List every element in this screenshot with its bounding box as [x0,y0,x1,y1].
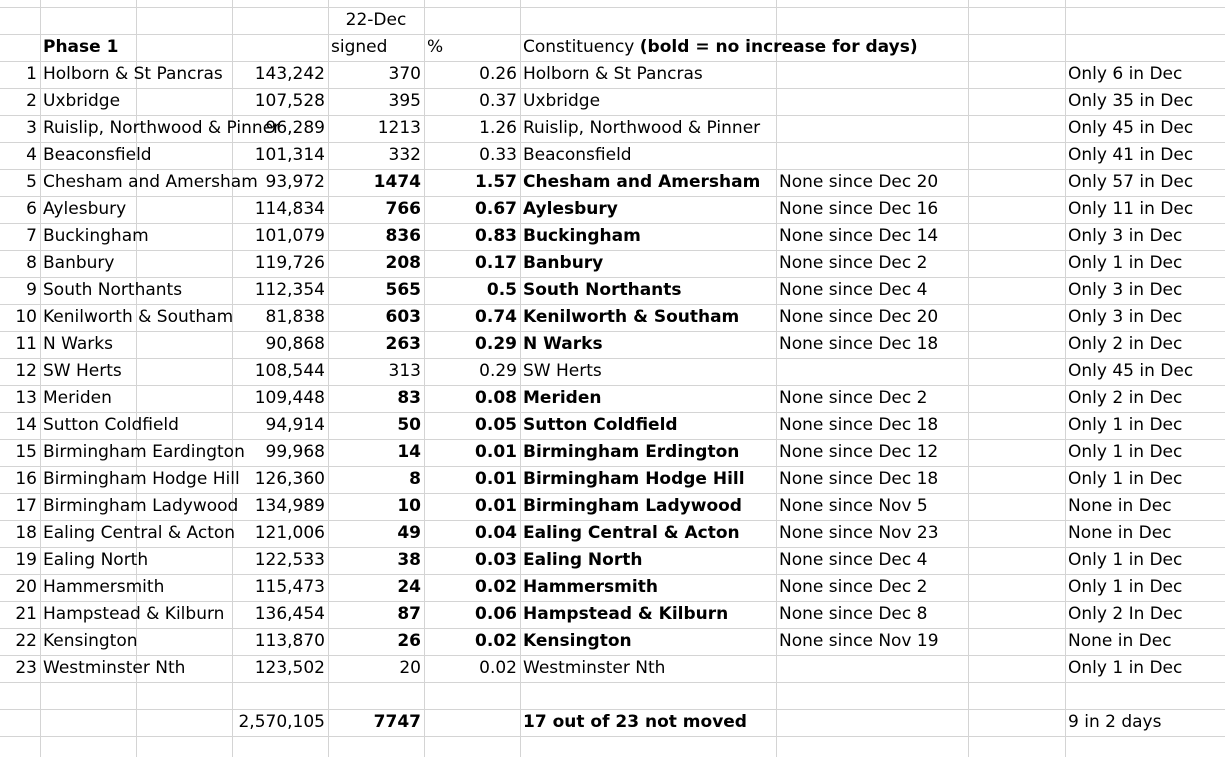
row-number[interactable]: 13 [15,388,37,408]
grid-line-horizontal [0,736,1225,737]
december-note-cell[interactable]: Only 3 in Dec [1068,280,1183,300]
december-note-cell[interactable]: Only 57 in Dec [1068,172,1194,192]
phase-constituency-cell[interactable]: Westminster Nth [43,658,186,678]
constituency-cell[interactable]: Birmingham Ladywood [523,496,742,516]
total-dec-note[interactable]: 9 in 2 days [1068,712,1162,732]
signed-cell[interactable]: 313 [388,361,421,381]
none-since-cell[interactable]: None since Dec 18 [779,469,939,489]
row-number[interactable]: 1 [26,64,37,84]
none-since-cell[interactable]: None since Nov 23 [779,523,939,543]
percent-cell[interactable]: 0.02 [475,631,517,651]
total-electorate[interactable]: 2,570,105 [238,712,325,732]
percent-cell[interactable]: 0.04 [475,523,517,543]
electorate-cell[interactable]: 114,834 [254,199,325,219]
constituency-label: Constituency [523,37,635,57]
none-since-cell[interactable]: None since Dec 12 [779,442,939,462]
phase-constituency-cell[interactable]: Birmingham Hodge Hill [43,469,240,489]
none-since-cell[interactable]: None since Nov 5 [779,496,928,516]
phase-constituency-cell[interactable]: Hampstead & Kilburn [43,604,225,624]
december-note-cell[interactable]: Only 45 in Dec [1068,361,1194,381]
december-note-cell[interactable]: Only 2 in Dec [1068,334,1183,354]
none-since-cell[interactable] [776,142,968,169]
date-header[interactable]: 22-Dec [345,10,407,30]
december-note-cell[interactable]: Only 41 in Dec [1068,145,1194,165]
signed-cell[interactable]: 20 [399,658,421,678]
row-number[interactable]: 22 [15,631,37,651]
december-note-cell[interactable]: Only 1 in Dec [1068,550,1183,570]
signed-cell[interactable]: 603 [385,307,421,327]
signed-cell[interactable]: 565 [385,280,421,300]
constituency-cell[interactable]: Kensington [523,631,632,651]
phase-constituency-cell[interactable]: Buckingham [43,226,149,246]
constituency-cell[interactable]: N Warks [523,334,603,354]
none-since-cell[interactable]: None since Dec 20 [779,307,939,327]
grid-line-vertical [968,0,969,757]
phase-constituency-cell[interactable]: Uxbridge [43,91,121,111]
phase-constituency-cell[interactable]: Hammersmith [43,577,165,597]
phase-constituency-cell[interactable]: SW Herts [43,361,122,381]
signed-cell[interactable]: 38 [397,550,421,570]
percent-cell[interactable]: 0.01 [475,469,517,489]
constituency-cell[interactable]: Kenilworth & Southam [523,307,740,327]
grid-line-horizontal [0,682,1225,683]
signed-cell[interactable]: 83 [397,388,421,408]
phase-constituency-cell[interactable]: Ruislip, Northwood & Pinner [43,118,281,138]
phase-constituency-cell[interactable]: Birmingham Ladywood [43,496,239,516]
constituency-cell[interactable]: Uxbridge [523,91,601,111]
phase-constituency-cell[interactable]: Banbury [43,253,115,273]
electorate-cell[interactable]: 121,006 [254,523,325,543]
constituency-cell[interactable]: Ealing Central & Acton [523,523,740,543]
december-note-cell[interactable]: Only 2 In Dec [1068,604,1183,624]
percent-cell[interactable]: 0.37 [479,91,517,111]
none-since-cell[interactable]: None since Dec 2 [779,577,928,597]
phase-constituency-cell[interactable]: N Warks [43,334,113,354]
electorate-cell[interactable]: 101,314 [254,145,325,165]
december-note-cell[interactable]: Only 35 in Dec [1068,91,1194,111]
signed-cell[interactable]: 26 [397,631,421,651]
row-number[interactable]: 4 [26,145,37,165]
electorate-cell[interactable]: 112,354 [254,280,325,300]
row-number[interactable]: 17 [15,496,37,516]
row-number[interactable]: 10 [15,307,37,327]
signed-cell[interactable]: 1474 [373,172,421,192]
percent-cell[interactable]: 0.01 [475,442,517,462]
december-note-cell[interactable]: Only 1 in Dec [1068,253,1183,273]
electorate-cell[interactable]: 96,289 [265,118,325,138]
phase-constituency-cell[interactable]: Ealing Central & Acton [43,523,236,543]
row-number[interactable]: 2 [26,91,37,111]
constituency-cell[interactable]: Westminster Nth [523,658,666,678]
constituency-cell[interactable]: Buckingham [523,226,641,246]
december-note-cell[interactable]: Only 1 in Dec [1068,442,1183,462]
constituency-cell[interactable]: Chesham and Amersham [523,172,761,192]
constituency-cell[interactable]: Birmingham Hodge Hill [523,469,745,489]
row-number[interactable]: 21 [15,604,37,624]
percent-cell[interactable]: 0.26 [479,64,517,84]
constituency-cell[interactable]: Banbury [523,253,604,273]
phase-constituency-cell[interactable]: Kensington [43,631,138,651]
december-note-cell[interactable]: None in Dec [1068,631,1172,651]
phase-constituency-cell[interactable]: Beaconsfield [43,145,152,165]
constituency-header[interactable] [520,34,1040,61]
december-note-cell[interactable]: Only 1 in Dec [1068,658,1183,678]
signed-header[interactable]: signed [331,37,388,57]
percent-cell[interactable]: 0.5 [486,280,517,300]
percent-cell[interactable]: 0.17 [475,253,517,273]
electorate-cell[interactable]: 119,726 [254,253,325,273]
signed-cell[interactable]: 50 [397,415,421,435]
none-since-cell[interactable]: None since Dec 16 [779,199,939,219]
constituency-note: (bold = no increase for days) [639,37,918,57]
row-number[interactable]: 3 [26,118,37,138]
percent-cell[interactable]: 0.06 [475,604,517,624]
signed-cell[interactable]: 87 [397,604,421,624]
electorate-cell[interactable]: 107,528 [254,91,325,111]
total-signed[interactable]: 7747 [373,712,421,732]
constituency-cell[interactable]: SW Herts [523,361,602,381]
percent-cell[interactable]: 1.57 [475,172,517,192]
none-since-cell[interactable] [776,655,968,682]
percent-cell[interactable]: 0.08 [475,388,517,408]
december-note-cell[interactable]: Only 2 in Dec [1068,388,1183,408]
december-note-cell[interactable]: Only 6 in Dec [1068,64,1183,84]
percent-cell[interactable]: 0.02 [479,658,517,678]
constituency-cell[interactable]: Birmingham Erdington [523,442,740,462]
percent-cell[interactable]: 0.67 [475,199,517,219]
none-since-cell[interactable]: None since Dec 2 [779,388,928,408]
row-number[interactable]: 5 [26,172,37,192]
december-note-cell[interactable]: Only 1 in Dec [1068,469,1183,489]
electorate-cell[interactable]: 81,838 [265,307,325,327]
row-number[interactable]: 16 [15,469,37,489]
row-number[interactable]: 15 [15,442,37,462]
phase-constituency-cell[interactable]: Kenilworth & Southam [43,307,234,327]
none-since-cell[interactable]: None since Nov 19 [779,631,939,651]
summary-note[interactable]: 17 out of 23 not moved [523,712,747,732]
signed-cell[interactable]: 24 [397,577,421,597]
phase-constituency-cell[interactable]: Meriden [43,388,112,408]
signed-cell[interactable]: 370 [388,64,421,84]
percent-cell[interactable]: 0.03 [475,550,517,570]
signed-cell[interactable]: 49 [397,523,421,543]
december-note-cell[interactable]: None in Dec [1068,523,1172,543]
phase-label[interactable]: Phase 1 [43,37,119,57]
grid-line-horizontal [0,7,1225,8]
constituency-cell[interactable]: Hammersmith [523,577,658,597]
signed-cell[interactable]: 8 [409,469,421,489]
electorate-cell[interactable]: 126,360 [254,469,325,489]
electorate-cell[interactable]: 93,972 [265,172,325,192]
signed-cell[interactable]: 836 [385,226,421,246]
december-note-cell[interactable]: Only 11 in Dec [1068,199,1194,219]
row-number[interactable]: 11 [15,334,37,354]
electorate-cell[interactable]: 122,533 [254,550,325,570]
row-number[interactable]: 23 [15,658,37,678]
none-since-cell[interactable]: None since Dec 18 [779,415,939,435]
constituency-cell[interactable]: Ruislip, Northwood & Pinner [523,118,761,138]
constituency-cell[interactable]: Sutton Coldfield [523,415,678,435]
phase-constituency-cell[interactable]: Birmingham Eardington [43,442,245,462]
row-number[interactable]: 7 [26,226,37,246]
none-since-cell[interactable]: None since Dec 4 [779,280,928,300]
percent-cell[interactable]: 0.01 [475,496,517,516]
percent-cell[interactable]: 0.29 [475,334,517,354]
percent-cell[interactable]: 1.26 [479,118,517,138]
phase-constituency-cell[interactable]: South Northants [43,280,183,300]
none-since-cell[interactable]: None since Dec 14 [779,226,939,246]
december-note-cell[interactable]: None in Dec [1068,496,1172,516]
electorate-cell[interactable]: 108,544 [254,361,325,381]
signed-cell[interactable]: 208 [385,253,421,273]
electorate-cell[interactable]: 113,870 [254,631,325,651]
none-since-cell[interactable]: None since Dec 18 [779,334,939,354]
signed-cell[interactable]: 14 [397,442,421,462]
signed-cell[interactable]: 766 [385,199,421,219]
electorate-cell[interactable]: 101,079 [254,226,325,246]
phase-constituency-cell[interactable]: Sutton Coldfield [43,415,179,435]
electorate-cell[interactable]: 99,968 [265,442,325,462]
constituency-cell[interactable]: South Northants [523,280,682,300]
phase-constituency-cell[interactable]: Aylesbury [43,199,127,219]
signed-cell[interactable]: 1213 [377,118,421,138]
signed-cell[interactable]: 10 [397,496,421,516]
row-number[interactable]: 12 [15,361,37,381]
constituency-cell[interactable]: Ealing North [523,550,643,570]
percent-cell[interactable]: 0.74 [475,307,517,327]
december-note-cell[interactable]: Only 1 in Dec [1068,577,1183,597]
percent-cell[interactable]: 0.29 [479,361,517,381]
electorate-cell[interactable]: 109,448 [254,388,325,408]
electorate-cell[interactable]: 90,868 [265,334,325,354]
row-number[interactable]: 9 [26,280,37,300]
percent-header[interactable]: % [427,37,444,57]
december-note-cell[interactable]: Only 3 in Dec [1068,307,1183,327]
percent-cell[interactable]: 0.02 [475,577,517,597]
electorate-cell[interactable]: 94,914 [265,415,325,435]
signed-cell[interactable]: 395 [388,91,421,111]
row-number[interactable]: 14 [15,415,37,435]
constituency-cell[interactable]: Beaconsfield [523,145,632,165]
row-number[interactable]: 20 [15,577,37,597]
december-note-cell[interactable]: Only 45 in Dec [1068,118,1194,138]
constituency-cell[interactable]: Meriden [523,388,602,408]
row-number[interactable]: 19 [15,550,37,570]
none-since-cell[interactable]: None since Dec 2 [779,253,928,273]
phase-constituency-cell[interactable]: Chesham and Amersham [43,172,258,192]
none-since-cell[interactable] [776,115,968,142]
phase-constituency-cell[interactable]: Ealing North [43,550,149,570]
signed-cell[interactable]: 263 [385,334,421,354]
phase-constituency-cell[interactable]: Holborn & St Pancras [43,64,223,84]
none-since-cell[interactable] [776,358,968,385]
none-since-cell[interactable]: None since Dec 4 [779,550,928,570]
december-note-cell[interactable]: Only 3 in Dec [1068,226,1183,246]
december-note-cell[interactable]: Only 1 in Dec [1068,415,1183,435]
none-since-cell[interactable] [776,61,968,88]
signed-cell[interactable]: 332 [388,145,421,165]
electorate-cell[interactable]: 136,454 [254,604,325,624]
row-number[interactable]: 18 [15,523,37,543]
constituency-cell[interactable]: Holborn & St Pancras [523,64,703,84]
electorate-cell[interactable]: 134,989 [254,496,325,516]
row-number[interactable]: 6 [26,199,37,219]
percent-cell[interactable]: 0.05 [475,415,517,435]
none-since-cell[interactable] [776,88,968,115]
percent-cell[interactable]: 0.33 [479,145,517,165]
row-number[interactable]: 8 [26,253,37,273]
none-since-cell[interactable]: None since Dec 20 [779,172,939,192]
electorate-cell[interactable]: 143,242 [254,64,325,84]
electorate-cell[interactable]: 123,502 [254,658,325,678]
none-since-cell[interactable]: None since Dec 8 [779,604,928,624]
constituency-cell[interactable]: Aylesbury [523,199,618,219]
electorate-cell[interactable]: 115,473 [254,577,325,597]
constituency-cell[interactable]: Hampstead & Kilburn [523,604,729,624]
percent-cell[interactable]: 0.83 [475,226,517,246]
